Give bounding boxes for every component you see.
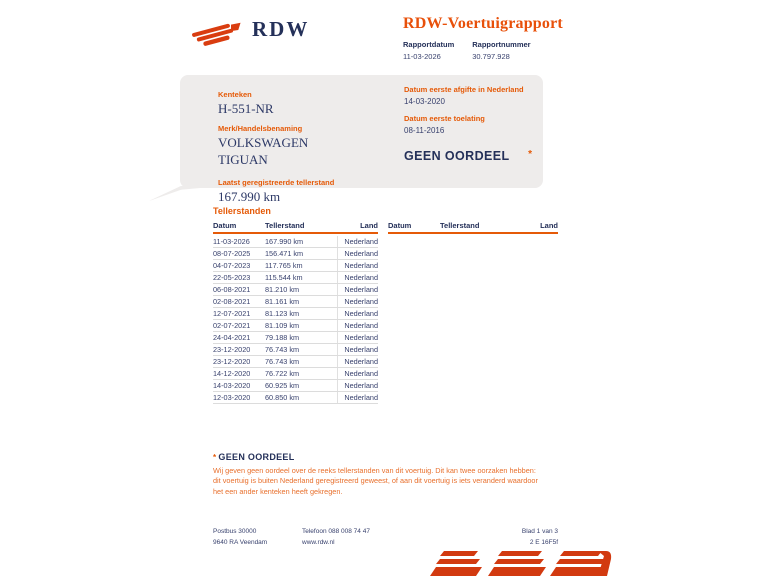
- row-land: Nederland: [337, 344, 378, 355]
- panel-tail-shape: [148, 186, 218, 203]
- column-header-land: Land: [360, 221, 378, 230]
- eerste-afgifte-value: 14-03-2020: [404, 97, 445, 106]
- table-row: [213, 392, 378, 404]
- row-tellerstand: 60.925 km: [265, 381, 300, 390]
- row-tellerstand: 167.990 km: [265, 237, 304, 246]
- row-tellerstand: 76.743 km: [265, 345, 300, 354]
- table-row: [213, 380, 378, 392]
- footer-phone: Telefoon 088 008 74 47: [302, 528, 370, 535]
- rdw-logo-icon: [192, 20, 244, 50]
- table-row: [213, 272, 378, 284]
- footer-address: [213, 526, 267, 548]
- row-tellerstand: 81.109 km: [265, 321, 300, 330]
- column-header-datum: Datum: [388, 221, 412, 230]
- row-datum: 23-12-2020: [213, 357, 251, 366]
- row-tellerstand: 156.471 km: [265, 249, 304, 258]
- row-datum: 08-07-2025: [213, 249, 251, 258]
- row-land: Nederland: [337, 320, 378, 331]
- tellerstand-rows: [213, 236, 378, 404]
- footer-address-line2: 9640 RA Veendam: [213, 539, 268, 546]
- footnote-title: [213, 452, 545, 462]
- row-land: Nederland: [337, 272, 378, 283]
- kenteken-label: Kenteken: [218, 90, 252, 99]
- row-tellerstand: 115.544 km: [265, 273, 303, 282]
- table-row: [213, 260, 378, 272]
- laatste-tellerstand-label: Laatst geregistreerde tellerstand: [218, 178, 335, 187]
- row-tellerstand: 76.722 km: [265, 369, 300, 378]
- table-row: [213, 248, 378, 260]
- report-number-value: 30.797.928: [472, 52, 510, 61]
- row-datum: 12-03-2020: [213, 393, 251, 402]
- row-tellerstand: 76.743 km: [265, 357, 300, 366]
- table-row: [213, 344, 378, 356]
- row-land: Nederland: [337, 260, 378, 271]
- footer-form-code: 2 E 16F5f: [529, 539, 558, 546]
- tellerstanden-section: [213, 206, 558, 404]
- row-tellerstand: 117.765 km: [265, 261, 303, 270]
- row-land: Nederland: [337, 248, 378, 259]
- report-date-label: Rapportdatum: [403, 40, 455, 49]
- row-tellerstand: 81.210 km: [265, 285, 300, 294]
- row-datum: 14-12-2020: [213, 369, 251, 378]
- column-header-datum: Datum: [213, 221, 237, 230]
- row-datum: 24-04-2021: [213, 333, 251, 342]
- table-header-left: [213, 221, 378, 234]
- eerste-afgifte-label: Datum eerste afgifte in Nederland: [404, 85, 524, 94]
- table-row: [213, 296, 378, 308]
- report-number-label: Rapportnummer: [472, 40, 531, 49]
- footnote-title-text: GEEN OORDEEL: [218, 452, 295, 462]
- footer-contact: [302, 526, 370, 548]
- column-header-tellerstand: Tellerstand: [265, 221, 305, 230]
- table-row: [213, 308, 378, 320]
- table-row: [213, 332, 378, 344]
- column-header-tellerstand: Tellerstand: [440, 221, 480, 230]
- row-datum: 22-05-2023: [213, 273, 251, 282]
- row-land: Nederland: [337, 332, 378, 343]
- row-tellerstand: 79.188 km: [265, 333, 300, 342]
- merk-label: Merk/Handelsbenaming: [218, 124, 303, 133]
- row-land: Nederland: [337, 368, 378, 379]
- row-tellerstand: 60.850 km: [265, 393, 300, 402]
- row-tellerstand: 81.123 km: [265, 309, 300, 318]
- row-land: Nederland: [337, 296, 378, 307]
- report-meta: [403, 40, 531, 61]
- row-land: Nederland: [337, 356, 378, 367]
- report-date-value: 11-03-2026: [403, 52, 441, 61]
- eerste-toelating-value: 08-11-2016: [404, 126, 445, 135]
- table-row: [213, 284, 378, 296]
- eerste-toelating-label: Datum eerste toelating: [404, 114, 485, 123]
- footer-address-line1: Postbus 30000: [213, 528, 257, 535]
- row-datum: 02-08-2021: [213, 297, 251, 306]
- footnote-body: Wij geven geen oordeel over de reeks tellerstanden van dit voertuig. Dit kan twee oorzaken hebben: dit voertuig is buiten Nederland geregistreerd geweest, of aan dit voertuig is iets veranderd waardoor het een ander kenteken heeft gekregen.: [213, 466, 538, 496]
- kenteken-value: H-551-NR: [218, 101, 274, 116]
- row-datum: 11-03-2026: [213, 237, 250, 246]
- model-value: TIGUAN: [218, 152, 268, 167]
- row-datum: 04-07-2023: [213, 261, 251, 270]
- column-header-land: Land: [540, 221, 558, 230]
- table-header-right: [388, 221, 558, 234]
- oordeel-footnote-mark: *: [528, 149, 532, 160]
- footer-page-number: Blad 1 van 3: [521, 528, 558, 535]
- table-row: [213, 356, 378, 368]
- row-land: Nederland: [337, 284, 378, 295]
- row-datum: 23-12-2020: [213, 345, 251, 354]
- table-row: [213, 320, 378, 332]
- row-datum: 14-03-2020: [213, 381, 251, 390]
- row-datum: 06-08-2021: [213, 285, 251, 294]
- rdw-logo-watermark-icon: [430, 549, 612, 576]
- vehicle-summary-panel: [180, 75, 543, 204]
- footer-page-info: [470, 526, 558, 548]
- rdw-logo-text: RDW: [252, 17, 310, 41]
- row-land: Nederland: [337, 236, 378, 247]
- page-title: RDW-Voertuigrapport: [403, 15, 563, 32]
- merk-value: VOLKSWAGEN: [218, 135, 309, 150]
- row-land: Nederland: [337, 392, 378, 403]
- row-land: Nederland: [337, 380, 378, 391]
- oordeel-badge: GEEN OORDEEL: [404, 149, 510, 163]
- tellerstanden-title: Tellerstanden: [213, 206, 271, 216]
- row-datum: 02-07-2021: [213, 321, 251, 330]
- row-tellerstand: 81.161 km: [265, 297, 300, 306]
- geen-oordeel-footnote: [213, 452, 545, 497]
- laatste-tellerstand-value: 167.990 km: [218, 189, 281, 204]
- row-datum: 12-07-2021: [213, 309, 251, 318]
- table-row: [213, 368, 378, 380]
- table-row: [213, 236, 378, 248]
- footer-website: www.rdw.nl: [302, 539, 335, 546]
- row-land: Nederland: [337, 308, 378, 319]
- footnote-mark: *: [213, 453, 217, 462]
